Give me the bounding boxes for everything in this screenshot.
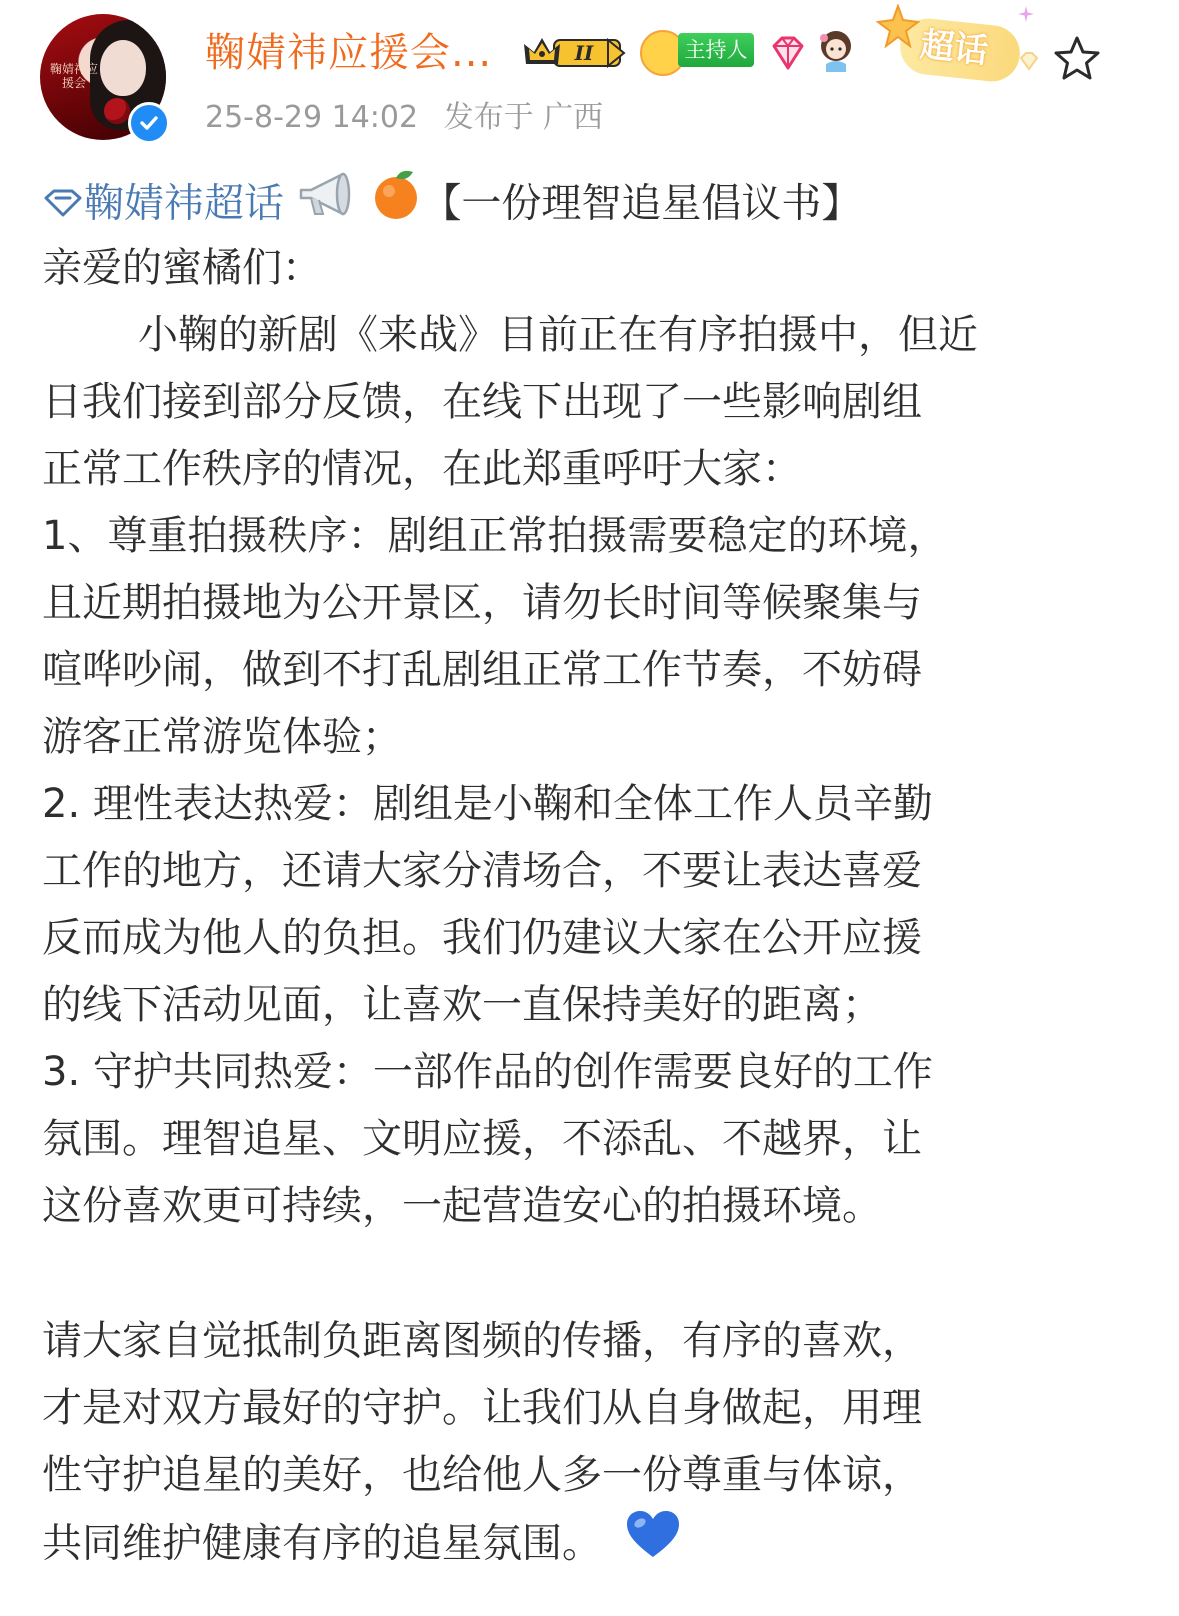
post-line: 工作的地方，还请大家分清场合，不要让表达喜爱 (42, 848, 922, 894)
orange-icon (371, 168, 421, 243)
post-line: 1、尊重拍摄秩序：剧组正常拍摄需要稳定的环境， (42, 513, 948, 559)
post-line: 游客正常游览体验； (42, 714, 402, 760)
avatar-face (100, 40, 146, 96)
post-line: 小鞠的新剧《来战》目前正在有序拍摄中，但近 (138, 312, 978, 358)
blue-heart-icon (624, 1509, 682, 1582)
paragraph-gap (42, 1240, 1142, 1308)
post-line: 2. 理性表达热爱：剧组是小鞠和全体工作人员辛勤 (42, 781, 933, 827)
post-title: 【一份理智追星倡议书】 (421, 180, 862, 227)
post-line: 日我们接到部分反馈，在线下出现了一些影响剧组 (42, 379, 922, 425)
megaphone-icon (297, 168, 359, 243)
closing-line: 才是对双方最好的守护。让我们从自身做起，用理 (42, 1385, 922, 1431)
closing-line: 请大家自觉抵制负距离图频的传播，有序的喜欢， (42, 1318, 922, 1364)
post-line: 喧哗吵闹，做到不打乱剧组正常工作节奏，不妨碍 (42, 647, 922, 693)
host-badge[interactable]: 主持人 (678, 33, 754, 67)
verified-icon (128, 102, 170, 144)
supertopic-link[interactable]: 鞠婧祎超话 (84, 180, 284, 227)
post-location: 发布于 广西 (443, 100, 604, 135)
sparkle-icon (1018, 6, 1034, 22)
diamond-deco-icon (1018, 50, 1040, 72)
supertopic-badge[interactable] (880, 10, 1030, 84)
post-line: 且近期拍摄地为公开景区，请勿长时间等候聚集与 (42, 580, 922, 626)
crown-level-icon[interactable] (520, 32, 628, 72)
post-line: 这份喜欢更可持续，一起营造安心的拍摄环境。 (42, 1183, 882, 1229)
supertopic-label: 超话 (918, 24, 990, 72)
post-title-line (42, 168, 1142, 235)
badge-level-text: II (574, 41, 594, 65)
post-line: 亲爱的蜜橘们： (42, 245, 322, 291)
post-line: 正常工作秩序的情况，在此郑重呼吁大家： (42, 446, 802, 492)
post-line: 的线下活动见面，让喜欢一直保持美好的距离； (42, 982, 882, 1028)
avatar-rose (104, 98, 130, 124)
gem-icon[interactable] (768, 34, 808, 74)
closing-line-text: 共同维护健康有序的追星氛围。 (42, 1520, 602, 1567)
closing-line: 性守护追星的美好，也给他人多一份尊重与体谅， (42, 1452, 922, 1498)
supertopic-icon (876, 4, 920, 48)
username[interactable]: 鞠婧祎应援会... (205, 30, 493, 76)
star-icon[interactable] (1052, 34, 1102, 82)
post-timestamp: 25-8-29 14:02 (205, 100, 419, 135)
post-line: 氛围。理智追星、文明应援，不添乱、不越界，让 (42, 1116, 922, 1162)
post-line: 3. 守护共同热爱：一部作品的创作需要良好的工作 (42, 1049, 933, 1095)
closing-line-last (42, 1509, 1142, 1576)
post-content (42, 168, 1142, 1576)
girl-emoji-icon (816, 28, 856, 72)
post-meta (205, 98, 619, 138)
diamond-link-icon[interactable] (42, 172, 84, 239)
avatar-caption: 鞠婧祎应援会 (49, 62, 98, 90)
post-line: 反而成为他人的负担。我们仍建议大家在公开应援 (42, 915, 922, 961)
